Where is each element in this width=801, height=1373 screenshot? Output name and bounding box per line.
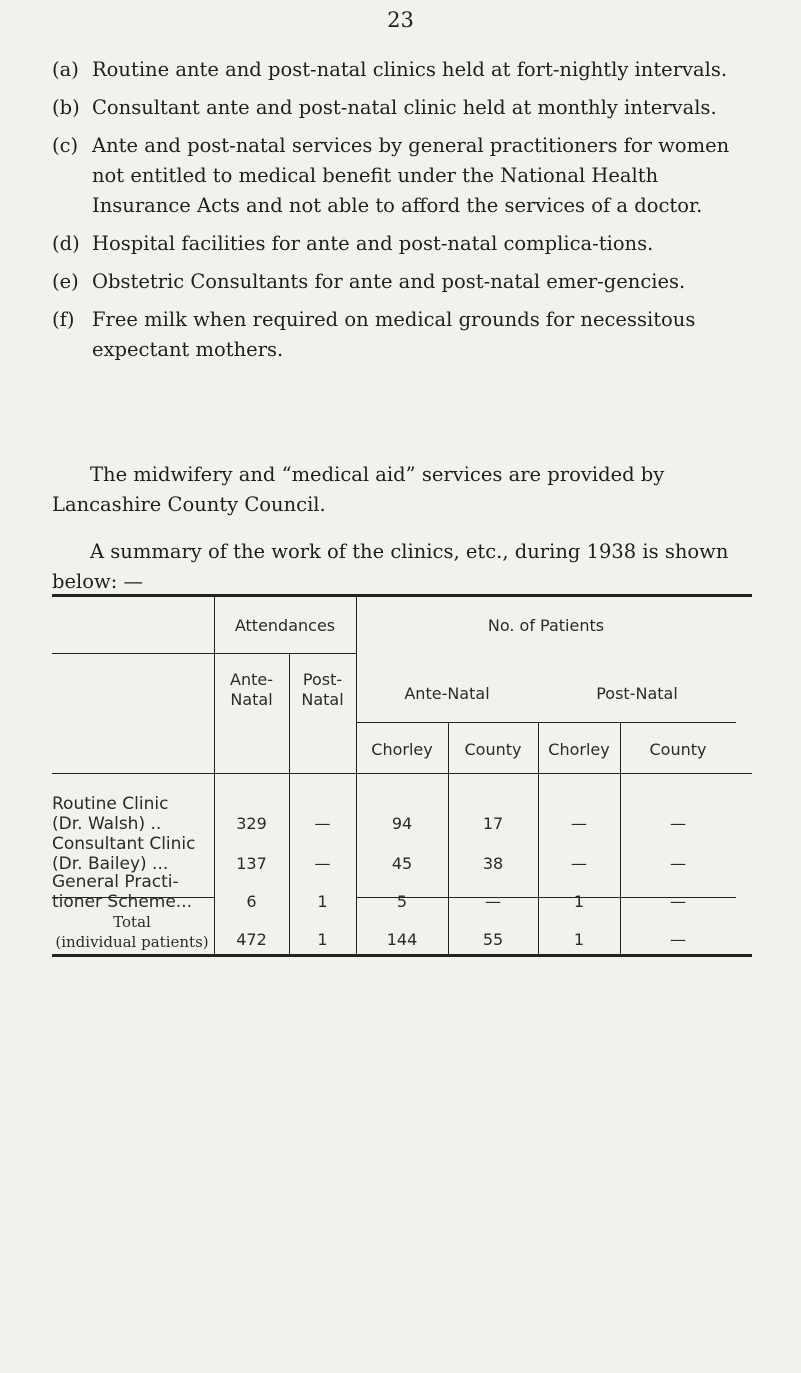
list-item — [52, 131, 742, 221]
table-cell: 137 — [236, 854, 267, 873]
table-cell: 6 — [246, 892, 257, 911]
summary-table — [52, 594, 752, 958]
item-text: Hospital facilities for ante and post-natal complica-tions. — [92, 232, 654, 255]
list-item — [52, 55, 742, 85]
table-cell: — — [670, 892, 686, 911]
list-item — [52, 267, 742, 297]
paragraph-midwifery: The midwifery and “medical aid” services are provided by Lancashire County Council. — [52, 463, 665, 516]
table-bottom-rule — [52, 954, 752, 957]
table-cell: — — [314, 814, 331, 833]
table-cell: 1 — [317, 930, 328, 949]
item-marker: (d) — [52, 232, 80, 255]
list-item — [52, 229, 742, 259]
header-ante-natal-line1: Ante- — [230, 670, 273, 689]
table-cell: 1 — [573, 930, 585, 949]
header-patients: No. of Patients — [487, 616, 605, 635]
row-label — [52, 794, 212, 834]
table-cell: 17 — [482, 814, 504, 833]
list-item — [52, 305, 742, 365]
header-post-natal-line1: Post- — [302, 670, 343, 689]
table-cell: 144 — [386, 930, 418, 949]
table-cell: 45 — [391, 854, 413, 873]
table-cell: — — [571, 854, 587, 873]
row-label-line2: (Dr. Walsh) .. — [52, 814, 162, 834]
item-marker: (a) — [52, 58, 79, 81]
header-post-natal-line2: Natal — [301, 690, 344, 709]
table-cell: 329 — [236, 814, 267, 833]
page-number: 23 — [387, 8, 414, 32]
services-list — [52, 55, 742, 373]
paragraph-summary: A summary of the work of the clinics, etc., during 1938 is shown below: — — [52, 540, 729, 593]
table-cell: — — [314, 854, 331, 873]
table-cell: — — [571, 814, 587, 833]
table-cell: — — [485, 892, 501, 911]
item-text: Consultant ante and post-natal clinic held at monthly intervals. — [92, 96, 717, 119]
row-label-line1: Total — [113, 913, 151, 931]
header-county: County — [649, 740, 707, 759]
item-marker: (f) — [52, 308, 75, 331]
table-cell: — — [670, 814, 686, 833]
table-cell: 5 — [396, 892, 408, 911]
header-county: County — [464, 740, 522, 759]
row-label-total — [52, 912, 212, 952]
row-label-line1: Routine Clinic — [52, 794, 169, 814]
table-cell: 472 — [236, 930, 267, 949]
header-chorley: Chorley — [548, 740, 610, 759]
row-label-line2: (Dr. Bailey) ... — [52, 854, 169, 874]
header-patients-ante-natal: Ante-Natal — [404, 684, 490, 703]
table-cell: 55 — [482, 930, 504, 949]
header-ante-natal-line2: Natal — [230, 690, 273, 709]
item-marker: (c) — [52, 134, 79, 157]
item-text: Routine ante and post-natal clinics held at fort-nightly intervals. — [92, 58, 728, 81]
table-cell: 38 — [482, 854, 504, 873]
item-text: Obstetric Consultants for ante and post-natal emer-gencies. — [92, 270, 686, 293]
row-label — [52, 834, 212, 874]
table-cell: 1 — [317, 892, 328, 911]
table-cell: 94 — [391, 814, 413, 833]
header-attendances: Attendances — [234, 616, 336, 635]
row-label-line1: General Practi- — [52, 872, 179, 892]
table-cell: — — [670, 930, 686, 949]
table-rule — [356, 722, 736, 723]
header-chorley: Chorley — [371, 740, 433, 759]
table-top-rule — [52, 594, 752, 597]
row-label-line1: Consultant Clinic — [52, 834, 196, 854]
item-marker: (e) — [52, 270, 79, 293]
row-label — [52, 872, 212, 912]
row-label-line2: tioner Scheme... — [52, 892, 193, 912]
header-ante-natal — [214, 670, 289, 710]
header-patients-post-natal: Post-Natal — [596, 684, 678, 703]
table-cell: — — [670, 854, 686, 873]
row-label-line2: (individual patients) — [55, 933, 209, 951]
item-text: Free milk when required on medical grounds for necessitous expectant mothers. — [92, 308, 696, 361]
table-cell: 1 — [573, 892, 585, 911]
list-item — [52, 93, 742, 123]
header-post-natal — [289, 670, 356, 710]
table-rule — [52, 773, 752, 774]
item-marker: (b) — [52, 96, 80, 119]
table-rule — [214, 653, 356, 654]
table-rule — [52, 653, 214, 654]
item-text: Ante and post-natal services by general practitioners for women not entitled to medical benefit under the National Health Insurance Acts and not able to afford the services of a doctor. — [92, 134, 730, 217]
